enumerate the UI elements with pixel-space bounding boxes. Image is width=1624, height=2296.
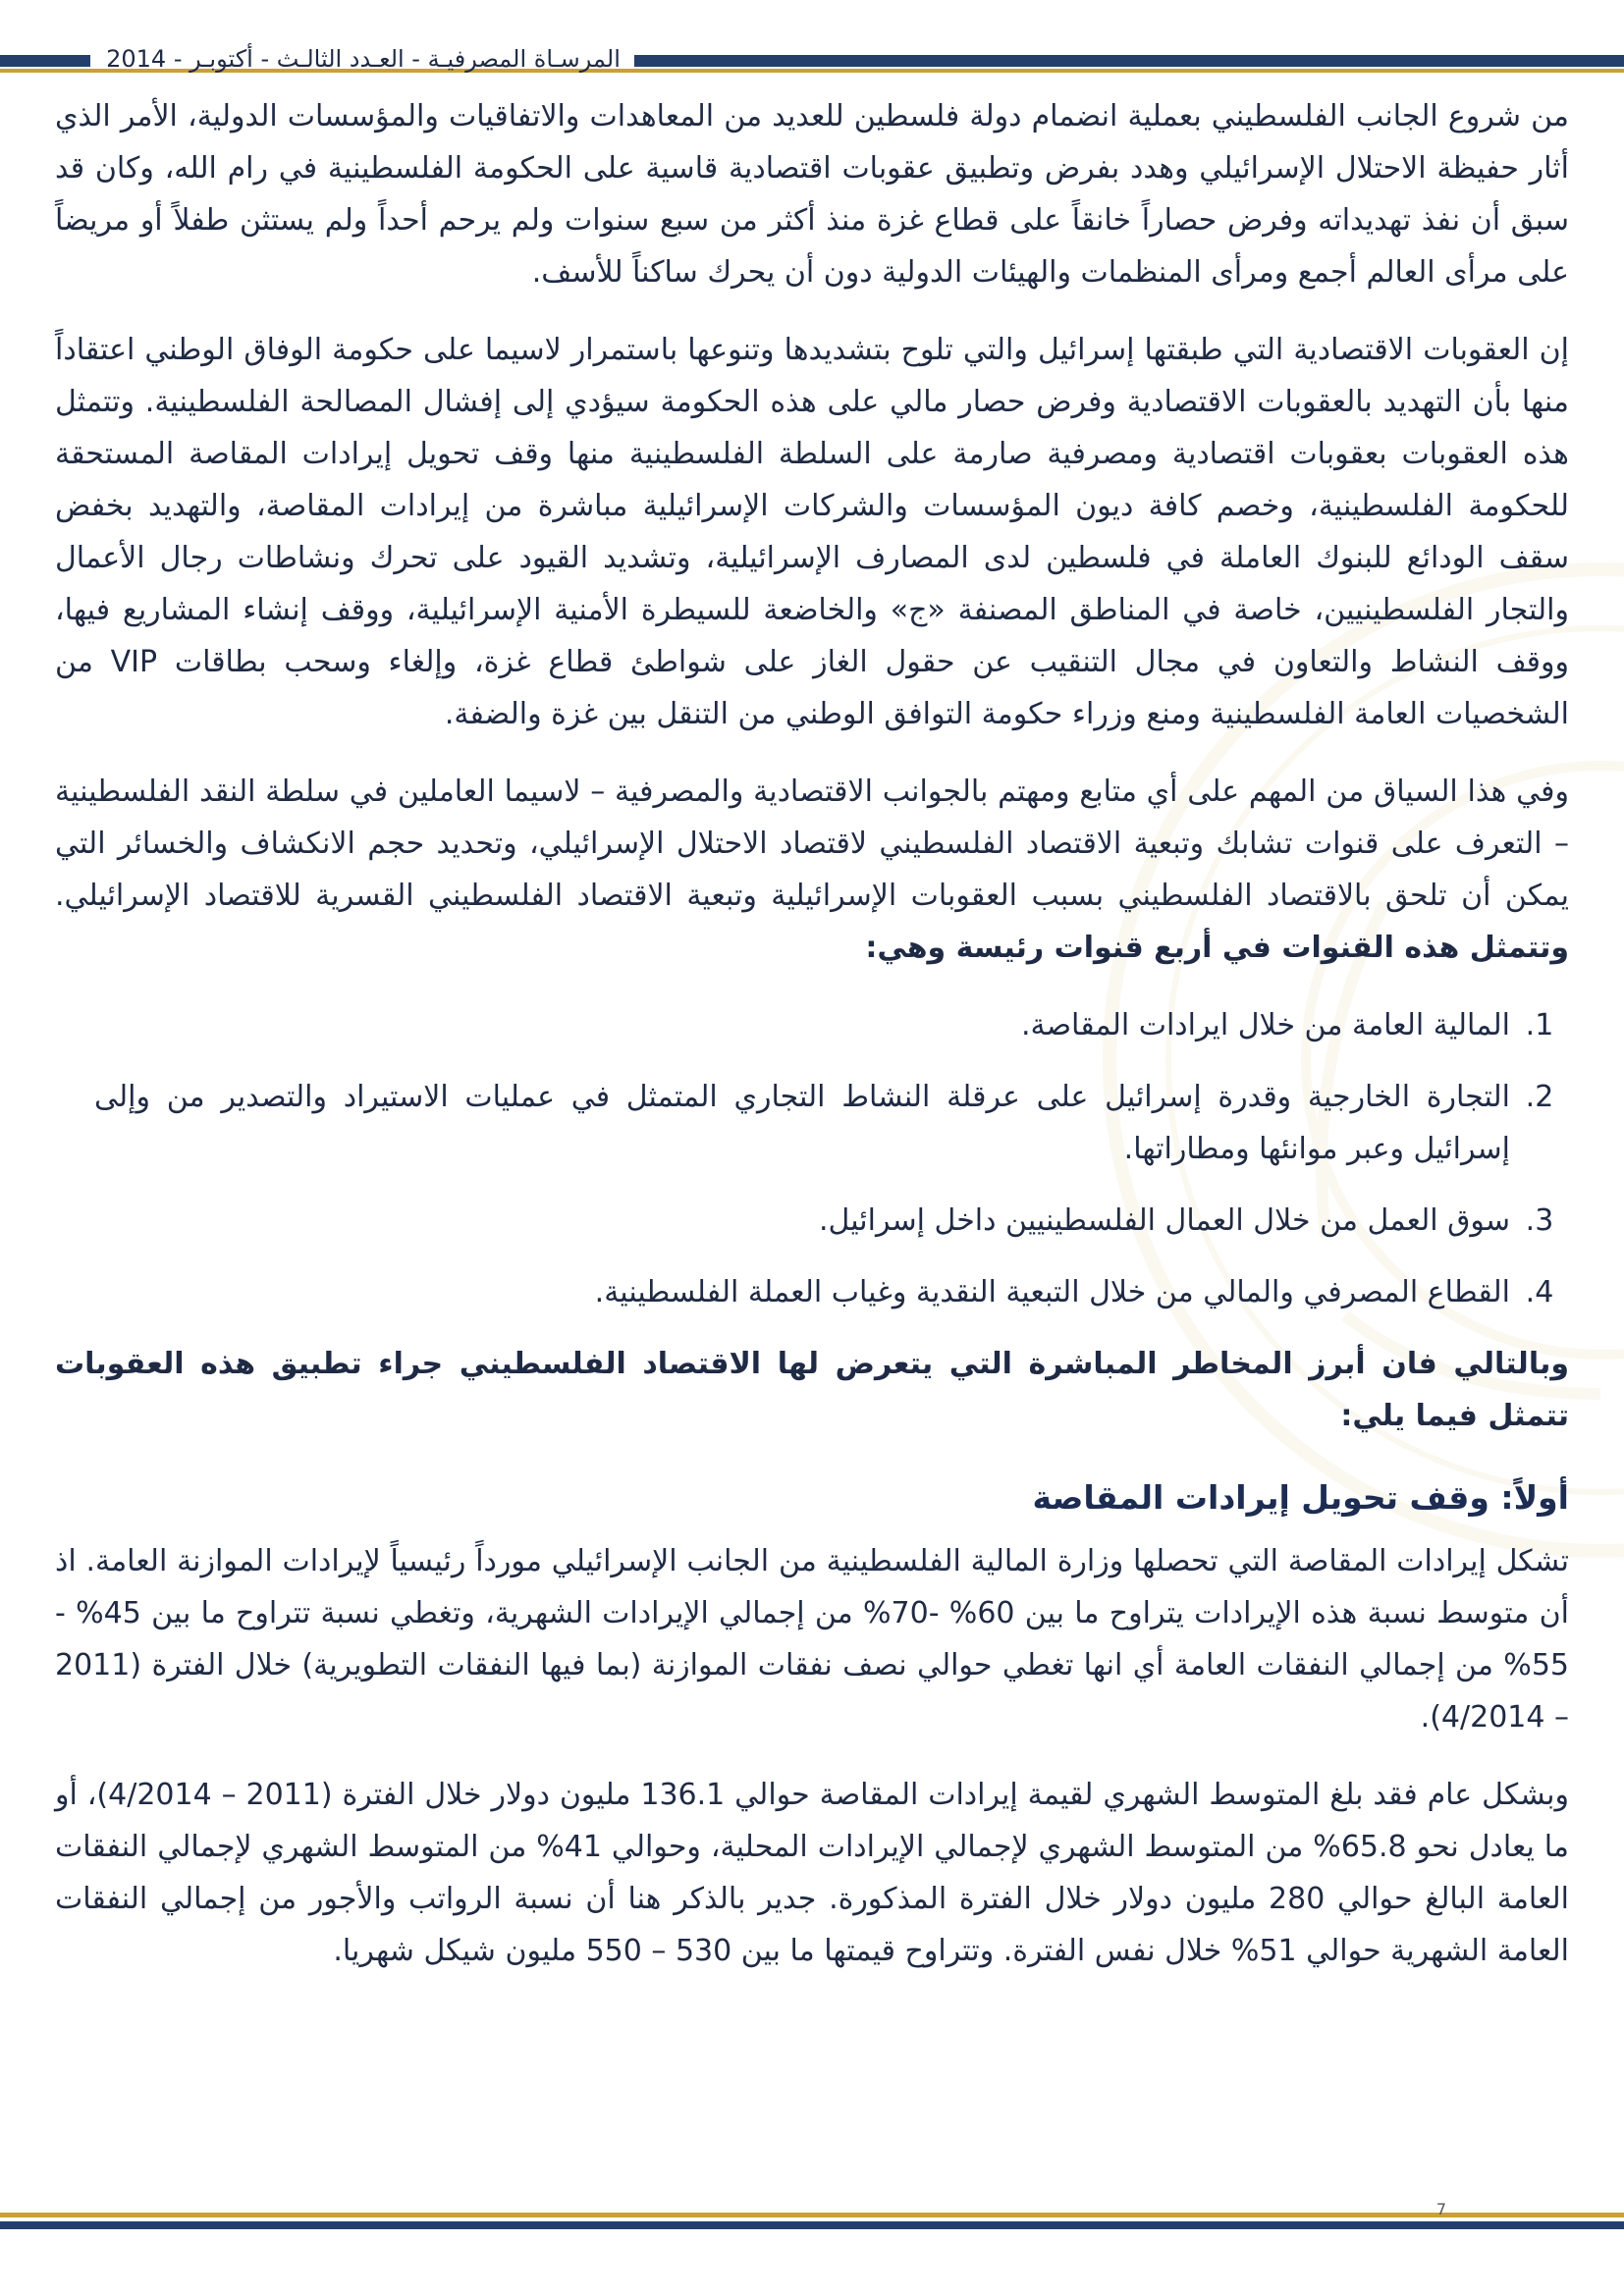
header-bar-left — [0, 55, 90, 67]
paragraph-sanctions: إن العقوبات الاقتصادية التي طبقتها إسرائيل والتي تلوح بتشديدها وتنوعها باستمرار لاسيما على حكومة الوفاق الوطني اعتقاداً منها بأن التهديد بالعقوبات الاقتصادية وفرض حصار مالي على هذه الحكومة سيؤدي إلى إفشال المصالحة الفلسطينية. وتتمثل هذه العقوبات بعقوبات اقتصادية ومصرفية صارمة على السلطة الفلسطينية منها وقف تحويل إيرادات المقاصة المستحقة للحكومة الفلسطينية، وخصم كافة ديون المؤسسات والشركات الإسرائيلية مباشرة من إيرادات المقاصة، والتهديد بخفض سقف الودائع للبنوك العاملة في فلسطين لدى المصارف الإسرائيلية، وتشديد القيود على تحرك ونشاطات رجال الأعمال والتجار الفلسطينيين، خاصة في المناطق المصنفة «ج» والخاضعة للسيطرة الأمنية الإسرائيلية، ووقف إنشاء المشاريع فيها، ووقف النشاط والتعاون في مجال التنقيب عن حقول الغاز على شواطئ قطاع غزة، وإلغاء وسحب بطاقات VIP من الشخصيات العامة الفلسطينية ومنع وزراء حكومة التوافق الوطني من التنقل بين غزة والضفة. — [55, 333, 1569, 731]
list-item-text: التجارة الخارجية وقدرة إسرائيل على عرقلة النشاط التجاري المتمثل في عمليات الاستيراد والتصدير من وإلى إسرائيل وعبر موانئها ومطاراتها. — [94, 1080, 1510, 1166]
list-item-text: القطاع المصرفي والمالي من خلال التبعية النقدية وغياب العملة الفلسطينية. — [594, 1275, 1510, 1309]
paragraph-context-text: وفي هذا السياق من المهم على أي متابع ومهتم بالجوانب الاقتصادية والمصرفية – لاسيما العاملين في سلطة النقد الفلسطينية – التعرف على قنوات تشابك وتبعية الاقتصاد الفلسطيني لاقتصاد الاحتلال الإسرائيلي، وتحديد حجم الانكشاف والخسائر التي يمكن أن تلحق بالاقتصاد الفلسطيني بسبب العقوبات الإسرائيلية وتبعية الاقتصاد الفلسطيني القسرية للاقتصاد الإسرائيلي. — [55, 774, 1569, 913]
list-item-text: المالية العامة من خلال ايرادات المقاصة. — [1020, 1008, 1510, 1042]
list-item-number: 4. — [1525, 1275, 1554, 1309]
list-item-text: سوق العمل من خلال العمال الفلسطينيين داخل إسرائيل. — [818, 1203, 1510, 1238]
paragraph-intro: من شروع الجانب الفلسطيني بعملية انضمام دولة فلسطين للعديد من المعاهدات والاتفاقيات والمؤسسات الدولية، الأمر الذي أثار حفيظة الاحتلال الإسرائيلي وهدد بفرض وتطبيق عقوبات اقتصادية قاسية على الحكومة الفلسطينية في رام الله، وكان قد سبق أن نفذ تهديداته وفرض حصاراً خانقاً على قطاع غزة منذ أكثر من سبع سنوات ولم يرحم أحداً ولم يستثن طفلاً أو مريضاً على مرأى العالم أجمع ومرأى المنظمات والهيئات الدولية دون أن يحرك ساكناً للأسف. — [55, 99, 1569, 290]
section-heading: أولاً: وقف تحويل إيرادات المقاصة — [1032, 1478, 1569, 1517]
channels-list — [55, 999, 1569, 1318]
footer-gold-line — [0, 2213, 1624, 2217]
paragraph-context — [55, 766, 1569, 974]
section-paragraph-1: تشكل إيرادات المقاصة التي تحصلها وزارة المالية الفلسطينية من الجانب الإسرائيلي مورداً رئيسياً لإيرادات الموازنة العامة. اذ أن متوسط نسبة هذه الإيرادات يتراوح ما بين 60% -70% من إجمالي الإيرادات الشهرية، وتغطي نسبة تتراوح ما بين 45% - 55% من إجمالي النفقات العامة أي انها تغطي حوالي نصف نفقات الموازنة (بما فيها النفقات التطويرية) خلال الفترة (2011 – 4/2014). — [55, 1544, 1570, 1735]
page-number: 7 — [1435, 2200, 1447, 2218]
list-item-number: 1. — [1525, 1008, 1554, 1042]
list-item-number: 2. — [1525, 1080, 1554, 1114]
header-title: المرسـاة المصرفيـة - العـدد الثالـث - أكتوبـر - 2014 — [106, 45, 621, 73]
list-item — [55, 1071, 1569, 1175]
header-bar-right — [634, 55, 1624, 67]
list-item-number: 3. — [1525, 1203, 1554, 1238]
paragraph-context-bold: وتتمثل هذه القنوات في أربع قنوات رئيسة وهي: — [865, 931, 1569, 965]
risks-intro-text: وبالتالي فان أبرز المخاطر المباشرة التي يتعرض لها الاقتصاد الفلسطيني جراء تطبيق هذه العقوبات تتمثل فيما يلي: — [55, 1347, 1569, 1433]
article-body — [55, 90, 1569, 2002]
risks-intro — [55, 1338, 1569, 1442]
section-paragraph-2: وبشكل عام فقد بلغ المتوسط الشهري لقيمة إيرادات المقاصة حوالي 136.1 مليون دولار خلال الفترة (2011 – 4/2014)، أو ما يعادل نحو 65.8% من المتوسط الشهري لإجمالي الإيرادات المحلية، وحوالي 41% من المتوسط الشهري لإجمالي النفقات العامة البالغ حوالي 280 مليون دولار خلال الفترة المذكورة. جدير بالذكر هنا أن نسبة الرواتب والأجور من إجمالي النفقات العامة الشهرية حوالي 51% خلال نفس الفترة. وتتراوح قيمتها ما بين 530 – 550 مليون شيكل شهريا. — [55, 1778, 1569, 1968]
list-item — [55, 1195, 1569, 1247]
list-item — [55, 1266, 1569, 1318]
list-item — [55, 999, 1569, 1051]
footer-bar — [0, 2221, 1624, 2229]
